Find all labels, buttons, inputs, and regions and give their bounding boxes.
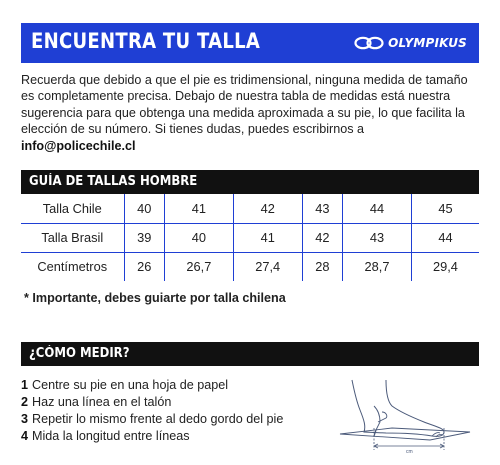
step-text: Centre su pie en una hoja de papel xyxy=(32,378,229,392)
olympikus-logo-icon xyxy=(354,36,384,50)
size-cell: 40 xyxy=(124,194,164,223)
size-table xyxy=(21,194,479,281)
page-title: ENCUENTRA TU TALLA xyxy=(31,29,261,53)
size-cell: 28 xyxy=(302,252,342,281)
header-banner xyxy=(21,23,479,63)
intro-paragraph xyxy=(21,72,481,154)
brand-logo xyxy=(354,34,467,52)
step-number: 2 xyxy=(21,395,29,409)
foot-measure-icon xyxy=(334,376,474,456)
size-cell: 39 xyxy=(124,223,164,252)
size-cell: 29,4 xyxy=(433,259,458,275)
size-cell: 40 xyxy=(164,223,233,252)
size-cell: 44 xyxy=(411,223,479,252)
contact-email[interactable]: info@policechile.cl xyxy=(21,138,136,153)
size-row-label: Centímetros xyxy=(21,252,124,281)
brand-name: OLYMPIKUS xyxy=(388,36,467,50)
step-item xyxy=(21,377,283,394)
size-row xyxy=(21,194,479,223)
size-cell: 44 xyxy=(343,194,412,223)
ruler-label: cm xyxy=(406,449,413,455)
size-cell: 45 xyxy=(411,194,479,223)
size-cell: 42 xyxy=(233,194,302,223)
size-cell: 26 xyxy=(124,252,164,281)
size-cell: 27,4 xyxy=(233,252,302,281)
size-row xyxy=(21,252,479,281)
size-guide-heading-bar xyxy=(21,170,479,194)
size-note: * Importante, debes guiarte por talla chilena xyxy=(24,291,286,305)
step-item xyxy=(21,411,283,428)
size-cell: 28,7 xyxy=(343,252,412,281)
step-text: Haz una línea en el talón xyxy=(32,395,172,409)
intro-text: Recuerda que debido a que el pie es tridimensional, ninguna medida de tamaño es completamente precisa. Debajo de nuestra tabla de medidas está nuestra sugerencia para que obtenga una medida aproximada a su pie, lo que facilita la elección de su número. Si tienes dudas, puedes escribirnos a xyxy=(21,73,468,137)
size-cell: 26,7 xyxy=(164,252,233,281)
size-cell: 41 xyxy=(164,194,233,223)
size-row xyxy=(21,223,479,252)
step-item xyxy=(21,428,283,445)
how-to-heading-bar xyxy=(21,342,479,366)
how-to-heading: ¿CÓMO MEDIR? xyxy=(29,346,130,361)
step-text: Repetir lo mismo frente al dedo gordo del pie xyxy=(32,412,284,426)
size-guide-heading: GUÍA DE TALLAS HOMBRE xyxy=(29,174,198,189)
step-number: 3 xyxy=(21,412,29,426)
size-cell: 43 xyxy=(343,223,412,252)
step-item xyxy=(21,394,283,411)
size-cell: 43 xyxy=(302,194,342,223)
step-text: Mida la longitud entre líneas xyxy=(32,429,190,443)
size-row-label: Talla Brasil xyxy=(21,223,124,252)
steps-list xyxy=(21,377,283,445)
size-cell: 41 xyxy=(233,223,302,252)
step-number: 1 xyxy=(21,378,29,392)
step-number: 4 xyxy=(21,429,29,443)
size-cell: 42 xyxy=(302,223,342,252)
size-row-label: Talla Chile xyxy=(21,194,124,223)
